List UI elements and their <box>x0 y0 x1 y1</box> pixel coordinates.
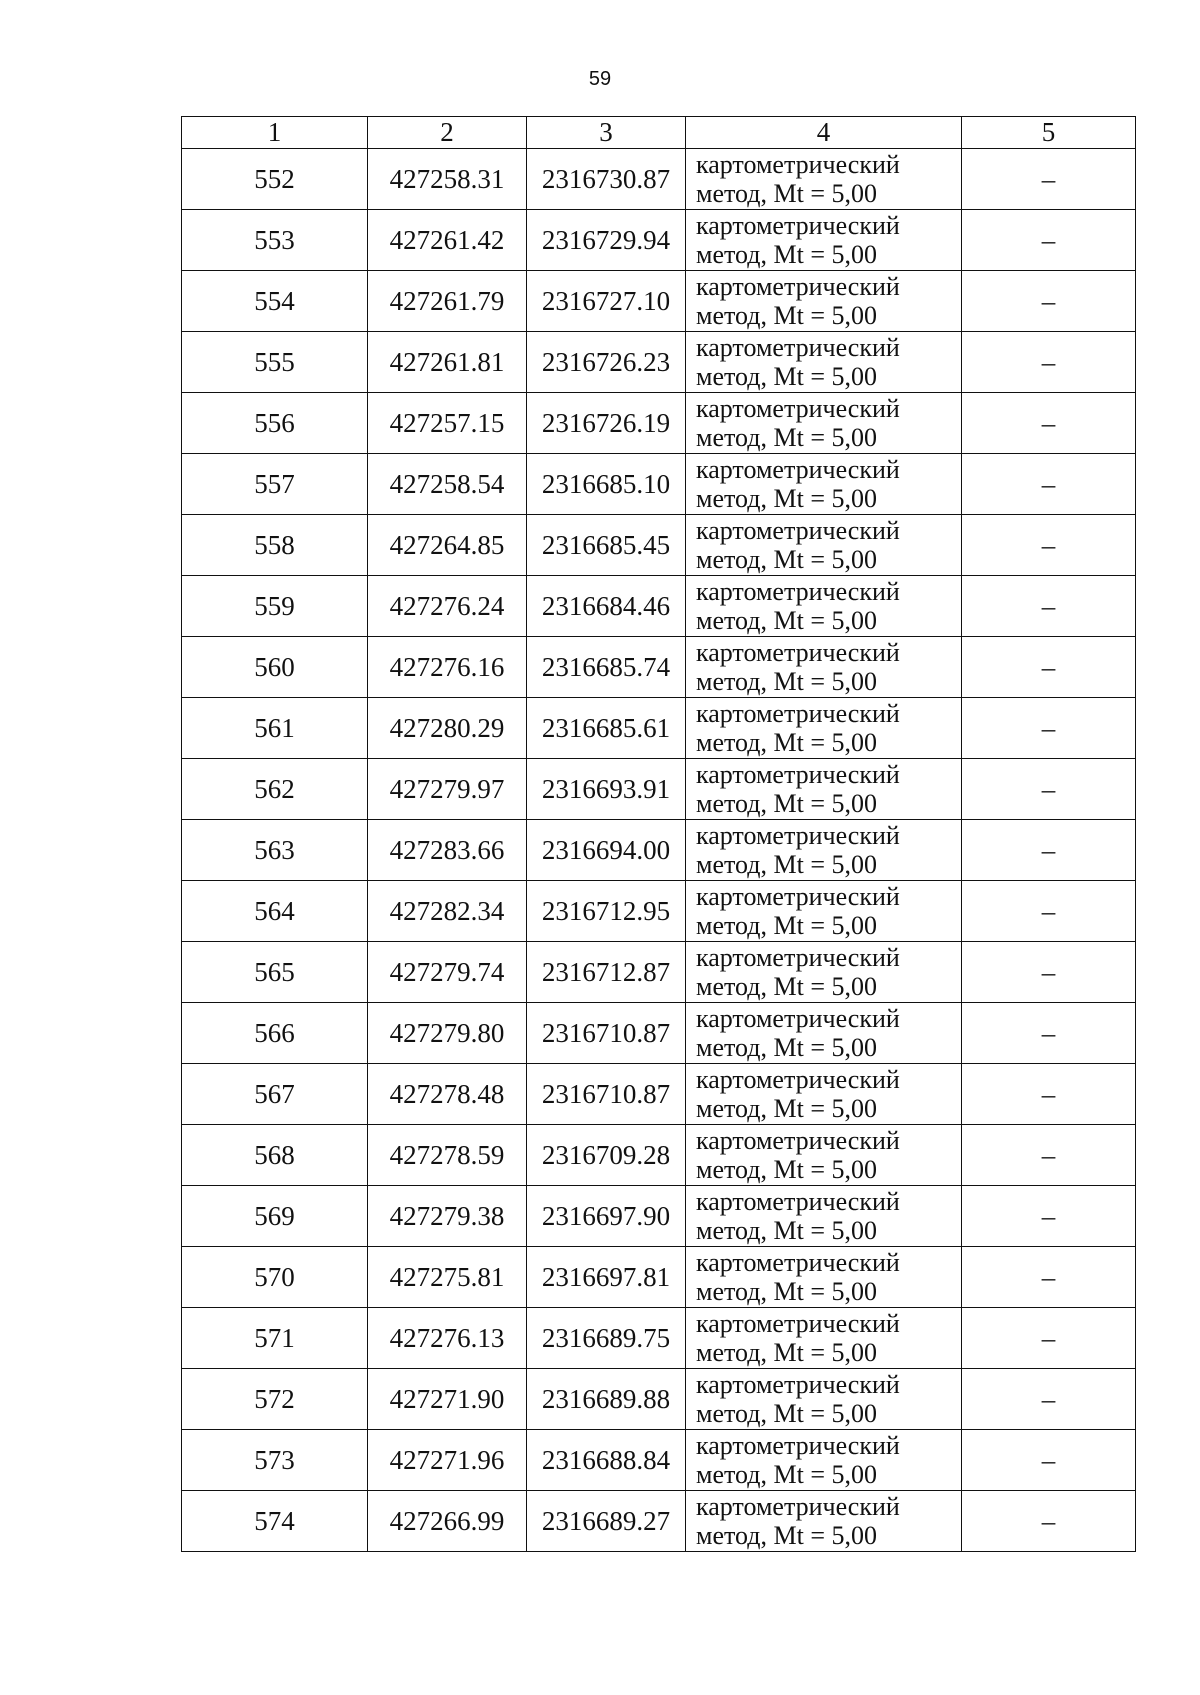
method-cell <box>686 1430 962 1491</box>
method-cell <box>686 881 962 942</box>
x-coordinate-cell: 427278.59 <box>368 1125 527 1186</box>
point-number-cell: 572 <box>182 1369 368 1430</box>
x-coordinate-cell: 427275.81 <box>368 1247 527 1308</box>
note-cell: – <box>962 1369 1136 1430</box>
x-coordinate-cell: 427276.13 <box>368 1308 527 1369</box>
table-row <box>182 820 1136 881</box>
note-cell: – <box>962 1308 1136 1369</box>
table-row <box>182 1003 1136 1064</box>
point-number-cell: 560 <box>182 637 368 698</box>
x-coordinate-cell: 427258.54 <box>368 454 527 515</box>
table-row <box>182 1491 1136 1552</box>
method-line-2: метод, Mt = 5,00 <box>696 1277 877 1306</box>
note-cell: – <box>962 332 1136 393</box>
method-line-1: картометрический <box>696 699 900 728</box>
method-line-2: метод, Mt = 5,00 <box>696 484 877 513</box>
method-line-1: картометрический <box>696 882 900 911</box>
x-coordinate-cell: 427276.16 <box>368 637 527 698</box>
method-line-2: метод, Mt = 5,00 <box>696 728 877 757</box>
y-coordinate-cell: 2316729.94 <box>527 210 686 271</box>
table-row <box>182 210 1136 271</box>
note-cell: – <box>962 454 1136 515</box>
note-cell: – <box>962 1430 1136 1491</box>
y-coordinate-cell: 2316689.75 <box>527 1308 686 1369</box>
table-row <box>182 1186 1136 1247</box>
point-number-cell: 559 <box>182 576 368 637</box>
method-cell <box>686 332 962 393</box>
x-coordinate-cell: 427282.34 <box>368 881 527 942</box>
note-cell: – <box>962 149 1136 210</box>
method-line-2: метод, Mt = 5,00 <box>696 972 877 1001</box>
point-number-cell: 571 <box>182 1308 368 1369</box>
y-coordinate-cell: 2316710.87 <box>527 1064 686 1125</box>
method-line-1: картометрический <box>696 1492 900 1521</box>
y-coordinate-cell: 2316685.45 <box>527 515 686 576</box>
y-coordinate-cell: 2316689.88 <box>527 1369 686 1430</box>
note-cell: – <box>962 515 1136 576</box>
header-col-1: 1 <box>182 117 368 149</box>
method-line-1: картометрический <box>696 1309 900 1338</box>
table-row <box>182 1247 1136 1308</box>
table-row <box>182 1125 1136 1186</box>
method-line-2: метод, Mt = 5,00 <box>696 1155 877 1184</box>
note-cell: – <box>962 576 1136 637</box>
method-line-1: картометрический <box>696 1370 900 1399</box>
method-line-1: картометрический <box>696 577 900 606</box>
method-cell <box>686 454 962 515</box>
x-coordinate-cell: 427279.38 <box>368 1186 527 1247</box>
point-number-cell: 556 <box>182 393 368 454</box>
y-coordinate-cell: 2316709.28 <box>527 1125 686 1186</box>
point-number-cell: 565 <box>182 942 368 1003</box>
point-number-cell: 573 <box>182 1430 368 1491</box>
method-cell <box>686 210 962 271</box>
coordinates-table <box>181 116 1136 1552</box>
method-line-1: картометрический <box>696 455 900 484</box>
table-row <box>182 759 1136 820</box>
y-coordinate-cell: 2316684.46 <box>527 576 686 637</box>
point-number-cell: 568 <box>182 1125 368 1186</box>
point-number-cell: 552 <box>182 149 368 210</box>
y-coordinate-cell: 2316726.23 <box>527 332 686 393</box>
point-number-cell: 554 <box>182 271 368 332</box>
table-row <box>182 393 1136 454</box>
y-coordinate-cell: 2316710.87 <box>527 1003 686 1064</box>
method-line-1: картометрический <box>696 1004 900 1033</box>
table-row <box>182 698 1136 759</box>
table-row <box>182 881 1136 942</box>
y-coordinate-cell: 2316712.87 <box>527 942 686 1003</box>
method-line-1: картометрический <box>696 943 900 972</box>
x-coordinate-cell: 427257.15 <box>368 393 527 454</box>
point-number-cell: 574 <box>182 1491 368 1552</box>
method-line-2: метод, Mt = 5,00 <box>696 1399 877 1428</box>
point-number-cell: 561 <box>182 698 368 759</box>
note-cell: – <box>962 1247 1136 1308</box>
x-coordinate-cell: 427279.97 <box>368 759 527 820</box>
method-line-2: метод, Mt = 5,00 <box>696 423 877 452</box>
table-row <box>182 271 1136 332</box>
method-line-2: метод, Mt = 5,00 <box>696 606 877 635</box>
x-coordinate-cell: 427264.85 <box>368 515 527 576</box>
header-row <box>182 117 1136 149</box>
x-coordinate-cell: 427261.79 <box>368 271 527 332</box>
method-cell <box>686 149 962 210</box>
header-col-5: 5 <box>962 117 1136 149</box>
method-cell <box>686 1003 962 1064</box>
method-line-2: метод, Mt = 5,00 <box>696 1338 877 1367</box>
table-row <box>182 149 1136 210</box>
method-line-1: картометрический <box>696 1126 900 1155</box>
x-coordinate-cell: 427261.81 <box>368 332 527 393</box>
point-number-cell: 566 <box>182 1003 368 1064</box>
x-coordinate-cell: 427261.42 <box>368 210 527 271</box>
point-number-cell: 570 <box>182 1247 368 1308</box>
method-line-2: метод, Mt = 5,00 <box>696 789 877 818</box>
x-coordinate-cell: 427279.80 <box>368 1003 527 1064</box>
y-coordinate-cell: 2316697.81 <box>527 1247 686 1308</box>
method-line-1: картометрический <box>696 1248 900 1277</box>
method-cell <box>686 1064 962 1125</box>
note-cell: – <box>962 1186 1136 1247</box>
method-cell <box>686 759 962 820</box>
note-cell: – <box>962 820 1136 881</box>
x-coordinate-cell: 427283.66 <box>368 820 527 881</box>
note-cell: – <box>962 393 1136 454</box>
x-coordinate-cell: 427271.90 <box>368 1369 527 1430</box>
method-line-1: картометрический <box>696 1187 900 1216</box>
y-coordinate-cell: 2316712.95 <box>527 881 686 942</box>
method-line-2: метод, Mt = 5,00 <box>696 362 877 391</box>
method-line-2: метод, Mt = 5,00 <box>696 1521 877 1550</box>
note-cell: – <box>962 759 1136 820</box>
method-line-1: картометрический <box>696 150 900 179</box>
method-line-2: метод, Mt = 5,00 <box>696 179 877 208</box>
method-cell <box>686 637 962 698</box>
point-number-cell: 557 <box>182 454 368 515</box>
table-row <box>182 1064 1136 1125</box>
point-number-cell: 555 <box>182 332 368 393</box>
method-cell <box>686 1369 962 1430</box>
header-col-4: 4 <box>686 117 962 149</box>
table-row <box>182 1308 1136 1369</box>
method-line-1: картометрический <box>696 333 900 362</box>
table-row <box>182 1369 1136 1430</box>
method-cell <box>686 1125 962 1186</box>
point-number-cell: 563 <box>182 820 368 881</box>
method-cell <box>686 1308 962 1369</box>
table-row <box>182 942 1136 1003</box>
method-cell <box>686 698 962 759</box>
method-line-2: метод, Mt = 5,00 <box>696 911 877 940</box>
header-col-2: 2 <box>368 117 527 149</box>
x-coordinate-cell: 427266.99 <box>368 1491 527 1552</box>
note-cell: – <box>962 210 1136 271</box>
method-cell <box>686 942 962 1003</box>
x-coordinate-cell: 427271.96 <box>368 1430 527 1491</box>
method-cell <box>686 576 962 637</box>
point-number-cell: 564 <box>182 881 368 942</box>
table-row <box>182 1430 1136 1491</box>
table-row <box>182 515 1136 576</box>
x-coordinate-cell: 427279.74 <box>368 942 527 1003</box>
y-coordinate-cell: 2316688.84 <box>527 1430 686 1491</box>
method-line-2: метод, Mt = 5,00 <box>696 1094 877 1123</box>
method-cell <box>686 1491 962 1552</box>
x-coordinate-cell: 427280.29 <box>368 698 527 759</box>
page-number: 59 <box>588 68 612 90</box>
point-number-cell: 553 <box>182 210 368 271</box>
method-line-1: картометрический <box>696 760 900 789</box>
table-row <box>182 454 1136 515</box>
note-cell: – <box>962 1003 1136 1064</box>
method-line-2: метод, Mt = 5,00 <box>696 545 877 574</box>
note-cell: – <box>962 1064 1136 1125</box>
header-col-3: 3 <box>527 117 686 149</box>
point-number-cell: 558 <box>182 515 368 576</box>
note-cell: – <box>962 698 1136 759</box>
method-cell <box>686 1247 962 1308</box>
y-coordinate-cell: 2316694.00 <box>527 820 686 881</box>
point-number-cell: 567 <box>182 1064 368 1125</box>
x-coordinate-cell: 427278.48 <box>368 1064 527 1125</box>
table-body <box>182 149 1136 1552</box>
note-cell: – <box>962 1125 1136 1186</box>
y-coordinate-cell: 2316685.10 <box>527 454 686 515</box>
method-line-2: метод, Mt = 5,00 <box>696 667 877 696</box>
method-line-2: метод, Mt = 5,00 <box>696 850 877 879</box>
y-coordinate-cell: 2316685.61 <box>527 698 686 759</box>
table-row <box>182 576 1136 637</box>
note-cell: – <box>962 271 1136 332</box>
table-header <box>182 117 1136 149</box>
y-coordinate-cell: 2316726.19 <box>527 393 686 454</box>
method-line-2: метод, Mt = 5,00 <box>696 301 877 330</box>
y-coordinate-cell: 2316685.74 <box>527 637 686 698</box>
note-cell: – <box>962 942 1136 1003</box>
method-cell <box>686 515 962 576</box>
table-row <box>182 332 1136 393</box>
method-line-1: картометрический <box>696 272 900 301</box>
note-cell: – <box>962 637 1136 698</box>
method-cell <box>686 820 962 881</box>
point-number-cell: 569 <box>182 1186 368 1247</box>
note-cell: – <box>962 881 1136 942</box>
x-coordinate-cell: 427276.24 <box>368 576 527 637</box>
method-line-1: картометрический <box>696 1065 900 1094</box>
method-cell <box>686 271 962 332</box>
y-coordinate-cell: 2316727.10 <box>527 271 686 332</box>
method-line-1: картометрический <box>696 821 900 850</box>
note-cell: – <box>962 1491 1136 1552</box>
y-coordinate-cell: 2316693.91 <box>527 759 686 820</box>
method-line-1: картометрический <box>696 516 900 545</box>
table-row <box>182 637 1136 698</box>
method-line-1: картометрический <box>696 211 900 240</box>
method-line-1: картометрический <box>696 394 900 423</box>
method-line-2: метод, Mt = 5,00 <box>696 240 877 269</box>
method-cell <box>686 1186 962 1247</box>
method-cell <box>686 393 962 454</box>
method-line-1: картометрический <box>696 638 900 667</box>
x-coordinate-cell: 427258.31 <box>368 149 527 210</box>
method-line-2: метод, Mt = 5,00 <box>696 1460 877 1489</box>
method-line-1: картометрический <box>696 1431 900 1460</box>
y-coordinate-cell: 2316697.90 <box>527 1186 686 1247</box>
y-coordinate-cell: 2316689.27 <box>527 1491 686 1552</box>
method-line-2: метод, Mt = 5,00 <box>696 1216 877 1245</box>
y-coordinate-cell: 2316730.87 <box>527 149 686 210</box>
method-line-2: метод, Mt = 5,00 <box>696 1033 877 1062</box>
point-number-cell: 562 <box>182 759 368 820</box>
